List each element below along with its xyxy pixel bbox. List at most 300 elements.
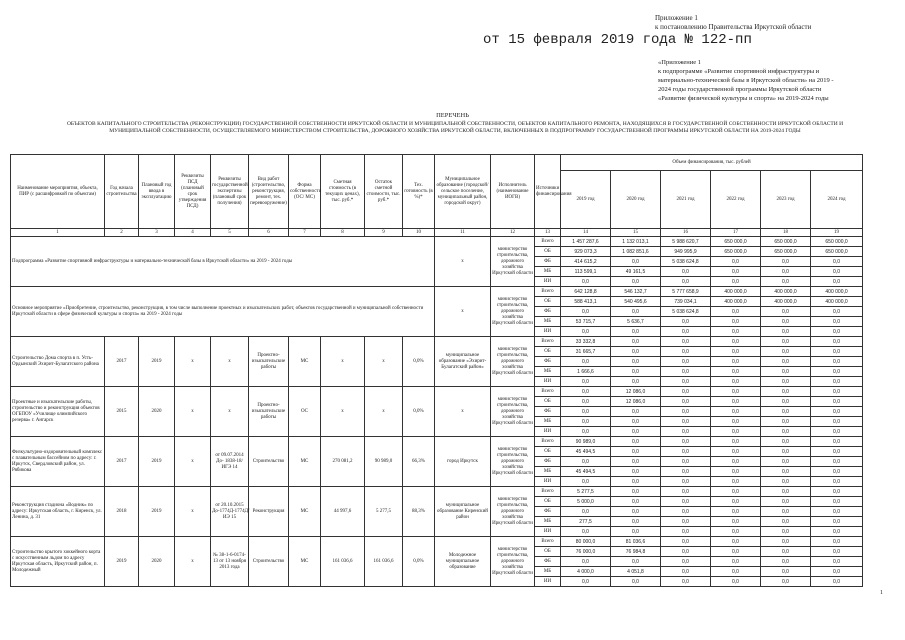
- funding-value: 0,0: [711, 397, 761, 407]
- funding-value: 0,0: [661, 527, 711, 537]
- funding-value: 0,0: [811, 427, 863, 437]
- work-type: Реконструкция: [249, 487, 289, 537]
- funding-value: 0,0: [761, 347, 811, 357]
- funding-value: 650 000,0: [711, 247, 761, 257]
- funding-value: 0,0: [761, 467, 811, 477]
- estimated-cost: х: [321, 387, 365, 437]
- funding-value: 0,0: [611, 487, 661, 497]
- funding-value: 0,0: [661, 347, 711, 357]
- funding-source: ФБ: [535, 457, 561, 467]
- ownership: МС: [289, 537, 321, 587]
- funding-value: 0,0: [811, 477, 863, 487]
- col-header-sources: Источники финансирования: [535, 155, 561, 229]
- funding-source: Всего: [535, 387, 561, 397]
- funding-value: 0,0: [611, 457, 661, 467]
- funding-value: 0,0: [661, 497, 711, 507]
- municipality: х: [435, 387, 491, 437]
- expertise-details: от 09.07.2014 До- 1838-18/ИГЭ 14: [211, 437, 249, 487]
- funding-value: 0,0: [711, 437, 761, 447]
- funding-value: 0,0: [811, 267, 863, 277]
- funding-source: ФБ: [535, 257, 561, 267]
- funding-value: 0,0: [811, 517, 863, 527]
- funding-value: 0,0: [611, 277, 661, 287]
- ownership: МС: [289, 487, 321, 537]
- funding-source: Всего: [535, 537, 561, 547]
- column-number: 19: [811, 229, 863, 237]
- column-number: 5: [211, 229, 249, 237]
- column-number: 14: [561, 229, 611, 237]
- funding-value: 0,0: [811, 537, 863, 547]
- funding-value: 0,0: [611, 377, 661, 387]
- funding-source: Всего: [535, 337, 561, 347]
- funding-value: 76 000,0: [561, 547, 611, 557]
- funding-value: 45 494,5: [561, 467, 611, 477]
- funding-value: 0,0: [661, 517, 711, 527]
- funding-value: 400 000,0: [711, 287, 761, 297]
- funding-value: 0,0: [661, 557, 711, 567]
- readiness: 0,0%: [403, 387, 435, 437]
- work-type: Проектно-изыскательские работы: [249, 387, 289, 437]
- expertise-details: № 38-1-6-0174-13 от 13 ноября 2013 года: [211, 537, 249, 587]
- funding-value: 0,0: [811, 377, 863, 387]
- executor: министерство строительства, дорожного хозяйства Иркутской области: [491, 337, 535, 387]
- funding-value: 0,0: [611, 527, 661, 537]
- funding-value: 0,0: [561, 307, 611, 317]
- column-number: 16: [661, 229, 711, 237]
- funding-value: 0,0: [711, 487, 761, 497]
- annex-line: к подпрограмме «Развитие спортивной инфраструктуры и: [658, 68, 820, 75]
- work-type: Строительство: [249, 537, 289, 587]
- executor: министерство строительства, дорожного хозяйства Иркутской области: [491, 487, 535, 537]
- column-number: 13: [535, 229, 561, 237]
- objects-table: [10, 154, 863, 587]
- funding-source: ОБ: [535, 247, 561, 257]
- funding-value: 0,0: [711, 337, 761, 347]
- funding-source: ФБ: [535, 357, 561, 367]
- funding-value: 0,0: [811, 567, 863, 577]
- funding-value: 0,0: [811, 367, 863, 377]
- col-header-expertise: Реквизиты государственной экспертизы (плановый срок получения): [211, 155, 249, 229]
- table-row: [11, 537, 863, 547]
- funding-value: 33 332,8: [561, 337, 611, 347]
- funding-value: 588 413,1: [561, 297, 611, 307]
- funding-value: 0,0: [661, 367, 711, 377]
- annex-line: «Приложение 1: [658, 59, 702, 66]
- funding-value: 0,0: [811, 467, 863, 477]
- funding-source: МБ: [535, 267, 561, 277]
- funding-value: 400 000,0: [811, 297, 863, 307]
- funding-value: 5 988 620,7: [661, 237, 711, 247]
- funding-source: МБ: [535, 317, 561, 327]
- start-year: 2019: [105, 537, 139, 587]
- start-year: 2017: [105, 337, 139, 387]
- funding-value: 0,0: [661, 477, 711, 487]
- subprogram-annex: [658, 58, 868, 103]
- funding-source: ИИ: [535, 577, 561, 587]
- ownership: МС: [289, 437, 321, 487]
- funding-value: 929 073,3: [561, 247, 611, 257]
- funding-value: 0,0: [661, 447, 711, 457]
- column-number: 1: [11, 229, 105, 237]
- funding-value: 0,0: [611, 357, 661, 367]
- funding-value: 0,0: [761, 517, 811, 527]
- municipality: город Иркутск: [435, 437, 491, 487]
- funding-source: ИИ: [535, 527, 561, 537]
- annex-line: Приложение 1: [655, 14, 698, 22]
- estimated-cost: 270 081,2: [321, 437, 365, 487]
- funding-value: 0,0: [661, 457, 711, 467]
- col-header-start: Год начала строительства: [105, 155, 139, 229]
- funding-value: 0,0: [661, 407, 711, 417]
- funding-value: 0,0: [811, 577, 863, 587]
- col-header-executor: Исполнитель (наименование ИОГВ): [491, 155, 535, 229]
- funding-value: 642 128,8: [561, 287, 611, 297]
- funding-value: 0,0: [761, 427, 811, 437]
- funding-value: 0,0: [761, 387, 811, 397]
- funding-value: 0,0: [611, 467, 661, 477]
- funding-value: 0,0: [611, 477, 661, 487]
- executor: министерство строительства, дорожного хозяйства Иркутской области: [491, 387, 535, 437]
- funding-value: 0,0: [611, 497, 661, 507]
- funding-value: 0,0: [661, 357, 711, 367]
- funding-value: 0,0: [761, 417, 811, 427]
- funding-source: ОБ: [535, 397, 561, 407]
- funding-value: 0,0: [761, 307, 811, 317]
- funding-value: 0,0: [811, 417, 863, 427]
- funding-value: 0,0: [561, 557, 611, 567]
- funding-value: 0,0: [611, 517, 661, 527]
- funding-source: ИИ: [535, 277, 561, 287]
- funding-value: 0,0: [711, 277, 761, 287]
- funding-value: 0,0: [561, 417, 611, 427]
- funding-value: 0,0: [811, 277, 863, 287]
- funding-value: 0,0: [761, 337, 811, 347]
- psd-details: х: [175, 387, 211, 437]
- funding-value: 0,0: [561, 277, 611, 287]
- funding-value: 81 036,6: [611, 537, 661, 547]
- column-number: 10: [403, 229, 435, 237]
- column-number: 6: [249, 229, 289, 237]
- funding-value: 0,0: [611, 367, 661, 377]
- funding-source: МБ: [535, 517, 561, 527]
- funding-value: 0,0: [711, 507, 761, 517]
- table-row: [11, 387, 863, 397]
- funding-source: ОБ: [535, 547, 561, 557]
- start-year: 2017: [105, 437, 139, 487]
- column-number: 18: [761, 229, 811, 237]
- funding-value: 80 000,0: [561, 537, 611, 547]
- funding-value: 0,0: [611, 337, 661, 347]
- funding-value: 650 000,0: [811, 247, 863, 257]
- funding-value: 0,0: [711, 557, 761, 567]
- municipality: муниципальное образование Киренский район: [435, 487, 491, 537]
- funding-value: 0,0: [711, 387, 761, 397]
- funding-value: 0,0: [611, 557, 661, 567]
- executor: министерство строительства, дорожного хозяйства Иркутской области: [491, 287, 535, 337]
- funding-source: ФБ: [535, 307, 561, 317]
- funding-value: 400 000,0: [811, 287, 863, 297]
- psd-details: х: [175, 337, 211, 387]
- funding-value: 0,0: [561, 527, 611, 537]
- funding-value: 0,0: [711, 577, 761, 587]
- funding-source: Всего: [535, 437, 561, 447]
- page-number: 1: [880, 590, 883, 596]
- funding-value: 0,0: [661, 387, 711, 397]
- funding-value: 0,0: [811, 437, 863, 447]
- row-title: Подпрограмма «Развитие спортивной инфраструктуры и материально-технической базы в Иркутской области» на 2019 - 2024 годы: [11, 237, 435, 287]
- row-title: Основное мероприятие «Приобретение, строительство, реконструкция, в том числе выполнение проектных и изыскательских работ, объектов государственной и муниципальной собственности Иркутской области в сфере физической культуры и спорта» на 2019 - 2024 годы: [11, 287, 435, 337]
- funding-source: Всего: [535, 237, 561, 247]
- funding-value: 0,0: [661, 467, 711, 477]
- ownership: МС: [289, 337, 321, 387]
- funding-value: 0,0: [811, 307, 863, 317]
- funding-value: 0,0: [711, 527, 761, 537]
- funding-source: ФБ: [535, 407, 561, 417]
- funding-source: ОБ: [535, 497, 561, 507]
- funding-value: 650 000,0: [811, 237, 863, 247]
- funding-value: 0,0: [761, 377, 811, 387]
- table-row: [11, 287, 863, 297]
- funding-value: 0,0: [811, 347, 863, 357]
- funding-source: МБ: [535, 417, 561, 427]
- funding-value: 0,0: [561, 377, 611, 387]
- funding-value: 1 132 013,1: [611, 237, 661, 247]
- funding-value: 12 086,0: [611, 387, 661, 397]
- column-number: 8: [321, 229, 365, 237]
- funding-value: 113 599,1: [561, 267, 611, 277]
- year-header: 2022 год: [711, 171, 761, 229]
- funding-source: ОБ: [535, 347, 561, 357]
- col-header-work-type: Вид работ (строительство, реконструкция, ремонт, тех. перевооружение): [249, 155, 289, 229]
- funding-value: 5 038 624,8: [661, 257, 711, 267]
- year-header: 2019 год: [561, 171, 611, 229]
- funding-value: 76 984,8: [611, 547, 661, 557]
- object-name: Физкультурно-оздоровительный комплекс с плавательным бассейном по адресу: г. Иркутск, Свердловский район, ул. Рябикова: [11, 437, 105, 487]
- funding-source: ФБ: [535, 557, 561, 567]
- remaining-cost: 5 277,5: [365, 487, 403, 537]
- funding-value: 0,0: [561, 577, 611, 587]
- funding-value: 53 715,7: [561, 317, 611, 327]
- end-year: 2019: [139, 337, 175, 387]
- col-header-psd: Реквизиты ПСД (плановый срок утверждения ПСД): [175, 155, 211, 229]
- executor: министерство строительства, дорожного хозяйства Иркутской области: [491, 437, 535, 487]
- funding-source: ОБ: [535, 297, 561, 307]
- funding-value: 0,0: [611, 427, 661, 437]
- funding-value: 546 132,7: [611, 287, 661, 297]
- estimated-cost: х: [321, 337, 365, 387]
- funding-value: 0,0: [611, 507, 661, 517]
- funding-source: МБ: [535, 367, 561, 377]
- funding-value: 0,0: [811, 487, 863, 497]
- year-header: 2024 год: [811, 171, 863, 229]
- col-header-end: Плановый год ввода в эксплуатацию: [139, 155, 175, 229]
- funding-value: 1 082 851,6: [611, 247, 661, 257]
- column-number: 9: [365, 229, 403, 237]
- ownership: ОС: [289, 387, 321, 437]
- column-number: 17: [711, 229, 761, 237]
- funding-value: 0,0: [811, 457, 863, 467]
- column-number: 12: [491, 229, 535, 237]
- funding-value: 400 000,0: [761, 287, 811, 297]
- funding-value: 0,0: [611, 417, 661, 427]
- funding-value: 0,0: [761, 577, 811, 587]
- estimated-cost: 161 036,6: [321, 537, 365, 587]
- funding-value: 12 086,0: [611, 397, 661, 407]
- funding-value: 0,0: [561, 397, 611, 407]
- table-row: [11, 487, 863, 497]
- funding-value: 0,0: [811, 557, 863, 567]
- funding-value: 0,0: [811, 387, 863, 397]
- municipality: Молодежное муниципальное образование: [435, 537, 491, 587]
- annex-line: «Развитие физической культуры и спорта» на 2019-2024 годы: [658, 95, 829, 102]
- funding-value: 0,0: [811, 507, 863, 517]
- annex-line: материально-технической базы в Иркутской области» на 2019 -: [658, 77, 834, 84]
- funding-value: 0,0: [661, 327, 711, 337]
- funding-value: 0,0: [761, 267, 811, 277]
- funding-source: ИИ: [535, 327, 561, 337]
- funding-value: 0,0: [811, 357, 863, 367]
- funding-value: 0,0: [611, 437, 661, 447]
- funding-value: 45 494,5: [561, 447, 611, 457]
- funding-value: 0,0: [761, 477, 811, 487]
- funding-value: 0,0: [711, 567, 761, 577]
- remaining-cost: х: [365, 387, 403, 437]
- funding-source: МБ: [535, 467, 561, 477]
- funding-value: 1 666,6: [561, 367, 611, 377]
- funding-value: 0,0: [761, 507, 811, 517]
- col-header-funding: Объем финансирования, тыс. рублей: [561, 155, 863, 171]
- psd-details: х: [175, 487, 211, 537]
- readiness: 0,0%: [403, 537, 435, 587]
- funding-value: 0,0: [661, 417, 711, 427]
- funding-value: 0,0: [661, 577, 711, 587]
- psd-details: х: [175, 437, 211, 487]
- col-header-ownership: Форма собственности (ОС/ МС): [289, 155, 321, 229]
- funding-value: 0,0: [611, 347, 661, 357]
- funding-value: 0,0: [761, 317, 811, 327]
- funding-value: 400 000,0: [711, 297, 761, 307]
- funding-value: 0,0: [561, 457, 611, 467]
- annex-line: к постановлению Правительства Иркутской области: [655, 23, 812, 31]
- funding-value: 277,5: [561, 517, 611, 527]
- funding-value: 0,0: [761, 457, 811, 467]
- col-header-municipality: Муниципальное образование (городской/сельское поселение, муниципальный район, городской округ): [435, 155, 491, 229]
- table-row: [11, 237, 863, 247]
- funding-value: 5 038 624,8: [661, 307, 711, 317]
- funding-value: 0,0: [761, 567, 811, 577]
- end-year: 2020: [139, 387, 175, 437]
- funding-value: 0,0: [711, 257, 761, 267]
- funding-value: 0,0: [811, 337, 863, 347]
- funding-value: 0,0: [611, 407, 661, 417]
- funding-value: 0,0: [761, 497, 811, 507]
- expertise-details: х: [211, 337, 249, 387]
- expertise-details: х: [211, 387, 249, 437]
- funding-value: 0,0: [711, 317, 761, 327]
- funding-value: 0,0: [761, 537, 811, 547]
- table-row: [11, 437, 863, 447]
- funding-value: 0,0: [661, 507, 711, 517]
- municipality: х: [435, 237, 491, 287]
- funding-value: 0,0: [811, 407, 863, 417]
- funding-value: 0,0: [711, 367, 761, 377]
- list-description: ОБЪЕКТОВ КАПИТАЛЬНОГО СТРОИТЕЛЬСТВА (РЕКОНСТРУКЦИИ) ГОСУДАРСТВЕННОЙ СОБСТВЕННОСТИ ИРКУТСКОЙ ОБЛАСТИ И МУНИЦИПАЛЬНОЙ СОБСТВЕННОСТИ, ОБЪЕКТОВ КАПИТАЛЬНОГО РЕМОНТА, НАХОДЯЩИХСЯ В ГОСУДАРСТВЕННОЙ СОБСТВЕННОСТИ ИРКУТСКОЙ ОБЛАСТИ И МУНИЦИПАЛЬНОЙ СОБСТВЕННОСТИ, ОСУЩЕСТВЛЯЕМОГО МИНИСТЕРСТВОМ СТРОИТЕЛЬСТВА, ДОРОЖНОГО ХОЗЯЙСТВА ИРКУТСКОЙ ОБЛАСТИ, ВКЛЮЧЕННЫХ В ПОДПРОГРАММУ ГОСУДАРСТВЕННОЙ ПРОГРАММЫ ИРКУТСКОЙ ОБЛАСТИ НА 2019-2024 ГОДЫ: [66, 121, 844, 134]
- funding-value: 0,0: [761, 557, 811, 567]
- year-header: 2020 год: [611, 171, 661, 229]
- list-title: ПЕРЕЧЕНЬ: [436, 112, 469, 119]
- funding-value: 0,0: [711, 407, 761, 417]
- funding-value: 0,0: [661, 547, 711, 557]
- funding-value: 0,0: [711, 357, 761, 367]
- funding-value: 0,0: [711, 447, 761, 457]
- estimated-cost: 44 997,6: [321, 487, 365, 537]
- col-header-name: Наименование мероприятия, объекта, ПИР (с расшифровкой по объектам): [11, 155, 105, 229]
- annex-header: [655, 14, 885, 32]
- funding-value: 0,0: [761, 437, 811, 447]
- end-year: 2019: [139, 487, 175, 537]
- funding-source: МБ: [535, 567, 561, 577]
- funding-value: 1 457 287,6: [561, 237, 611, 247]
- remaining-cost: 161 036,6: [365, 537, 403, 587]
- funding-value: 0,0: [711, 467, 761, 477]
- funding-value: 0,0: [561, 477, 611, 487]
- funding-value: 0,0: [611, 327, 661, 337]
- funding-value: 400 000,0: [761, 297, 811, 307]
- funding-value: 650 000,0: [761, 247, 811, 257]
- funding-value: 0,0: [561, 387, 611, 397]
- funding-value: 0,0: [661, 317, 711, 327]
- funding-value: 0,0: [761, 357, 811, 367]
- funding-value: 0,0: [561, 507, 611, 517]
- funding-value: 31 665,7: [561, 347, 611, 357]
- funding-value: 0,0: [711, 347, 761, 357]
- funding-value: 90 989,0: [561, 437, 611, 447]
- start-year: 2018: [105, 487, 139, 537]
- funding-value: 0,0: [711, 547, 761, 557]
- readiness: 0,0%: [403, 337, 435, 387]
- municipality: муниципальное образование «Эхирит-Булагатский район»: [435, 337, 491, 387]
- funding-value: 0,0: [561, 407, 611, 417]
- object-name: Проектные и изыскательские работы, строительство и реконструкция объектов ОГБПОУ «Училище олимпийского резерва» г. Ангарск: [11, 387, 105, 437]
- funding-value: 0,0: [711, 417, 761, 427]
- funding-value: 0,0: [811, 327, 863, 337]
- funding-value: 0,0: [661, 487, 711, 497]
- funding-value: 0,0: [811, 447, 863, 457]
- funding-value: 0,0: [561, 327, 611, 337]
- funding-value: 4 000,0: [561, 567, 611, 577]
- funding-value: 414 615,2: [561, 257, 611, 267]
- funding-value: 949 995,9: [661, 247, 711, 257]
- funding-source: ОБ: [535, 447, 561, 457]
- funding-value: 0,0: [711, 327, 761, 337]
- col-header-cost: Сметная стоимость (в текущих ценах), тыс. руб.*: [321, 155, 365, 229]
- funding-value: 540 495,6: [611, 297, 661, 307]
- funding-value: 0,0: [761, 487, 811, 497]
- readiness: 66,3%: [403, 437, 435, 487]
- col-header-remaining: Остаток сметной стоимости, тыс. руб.*: [365, 155, 403, 229]
- psd-details: х: [175, 537, 211, 587]
- funding-value: 0,0: [561, 427, 611, 437]
- funding-value: 0,0: [661, 267, 711, 277]
- funding-value: 0,0: [711, 517, 761, 527]
- funding-source: Всего: [535, 487, 561, 497]
- funding-value: 0,0: [711, 267, 761, 277]
- funding-value: 0,0: [611, 447, 661, 457]
- funding-value: 0,0: [761, 447, 811, 457]
- funding-value: 0,0: [711, 477, 761, 487]
- col-header-readiness: Тех. готовность (в %)*: [403, 155, 435, 229]
- funding-value: 0,0: [761, 547, 811, 557]
